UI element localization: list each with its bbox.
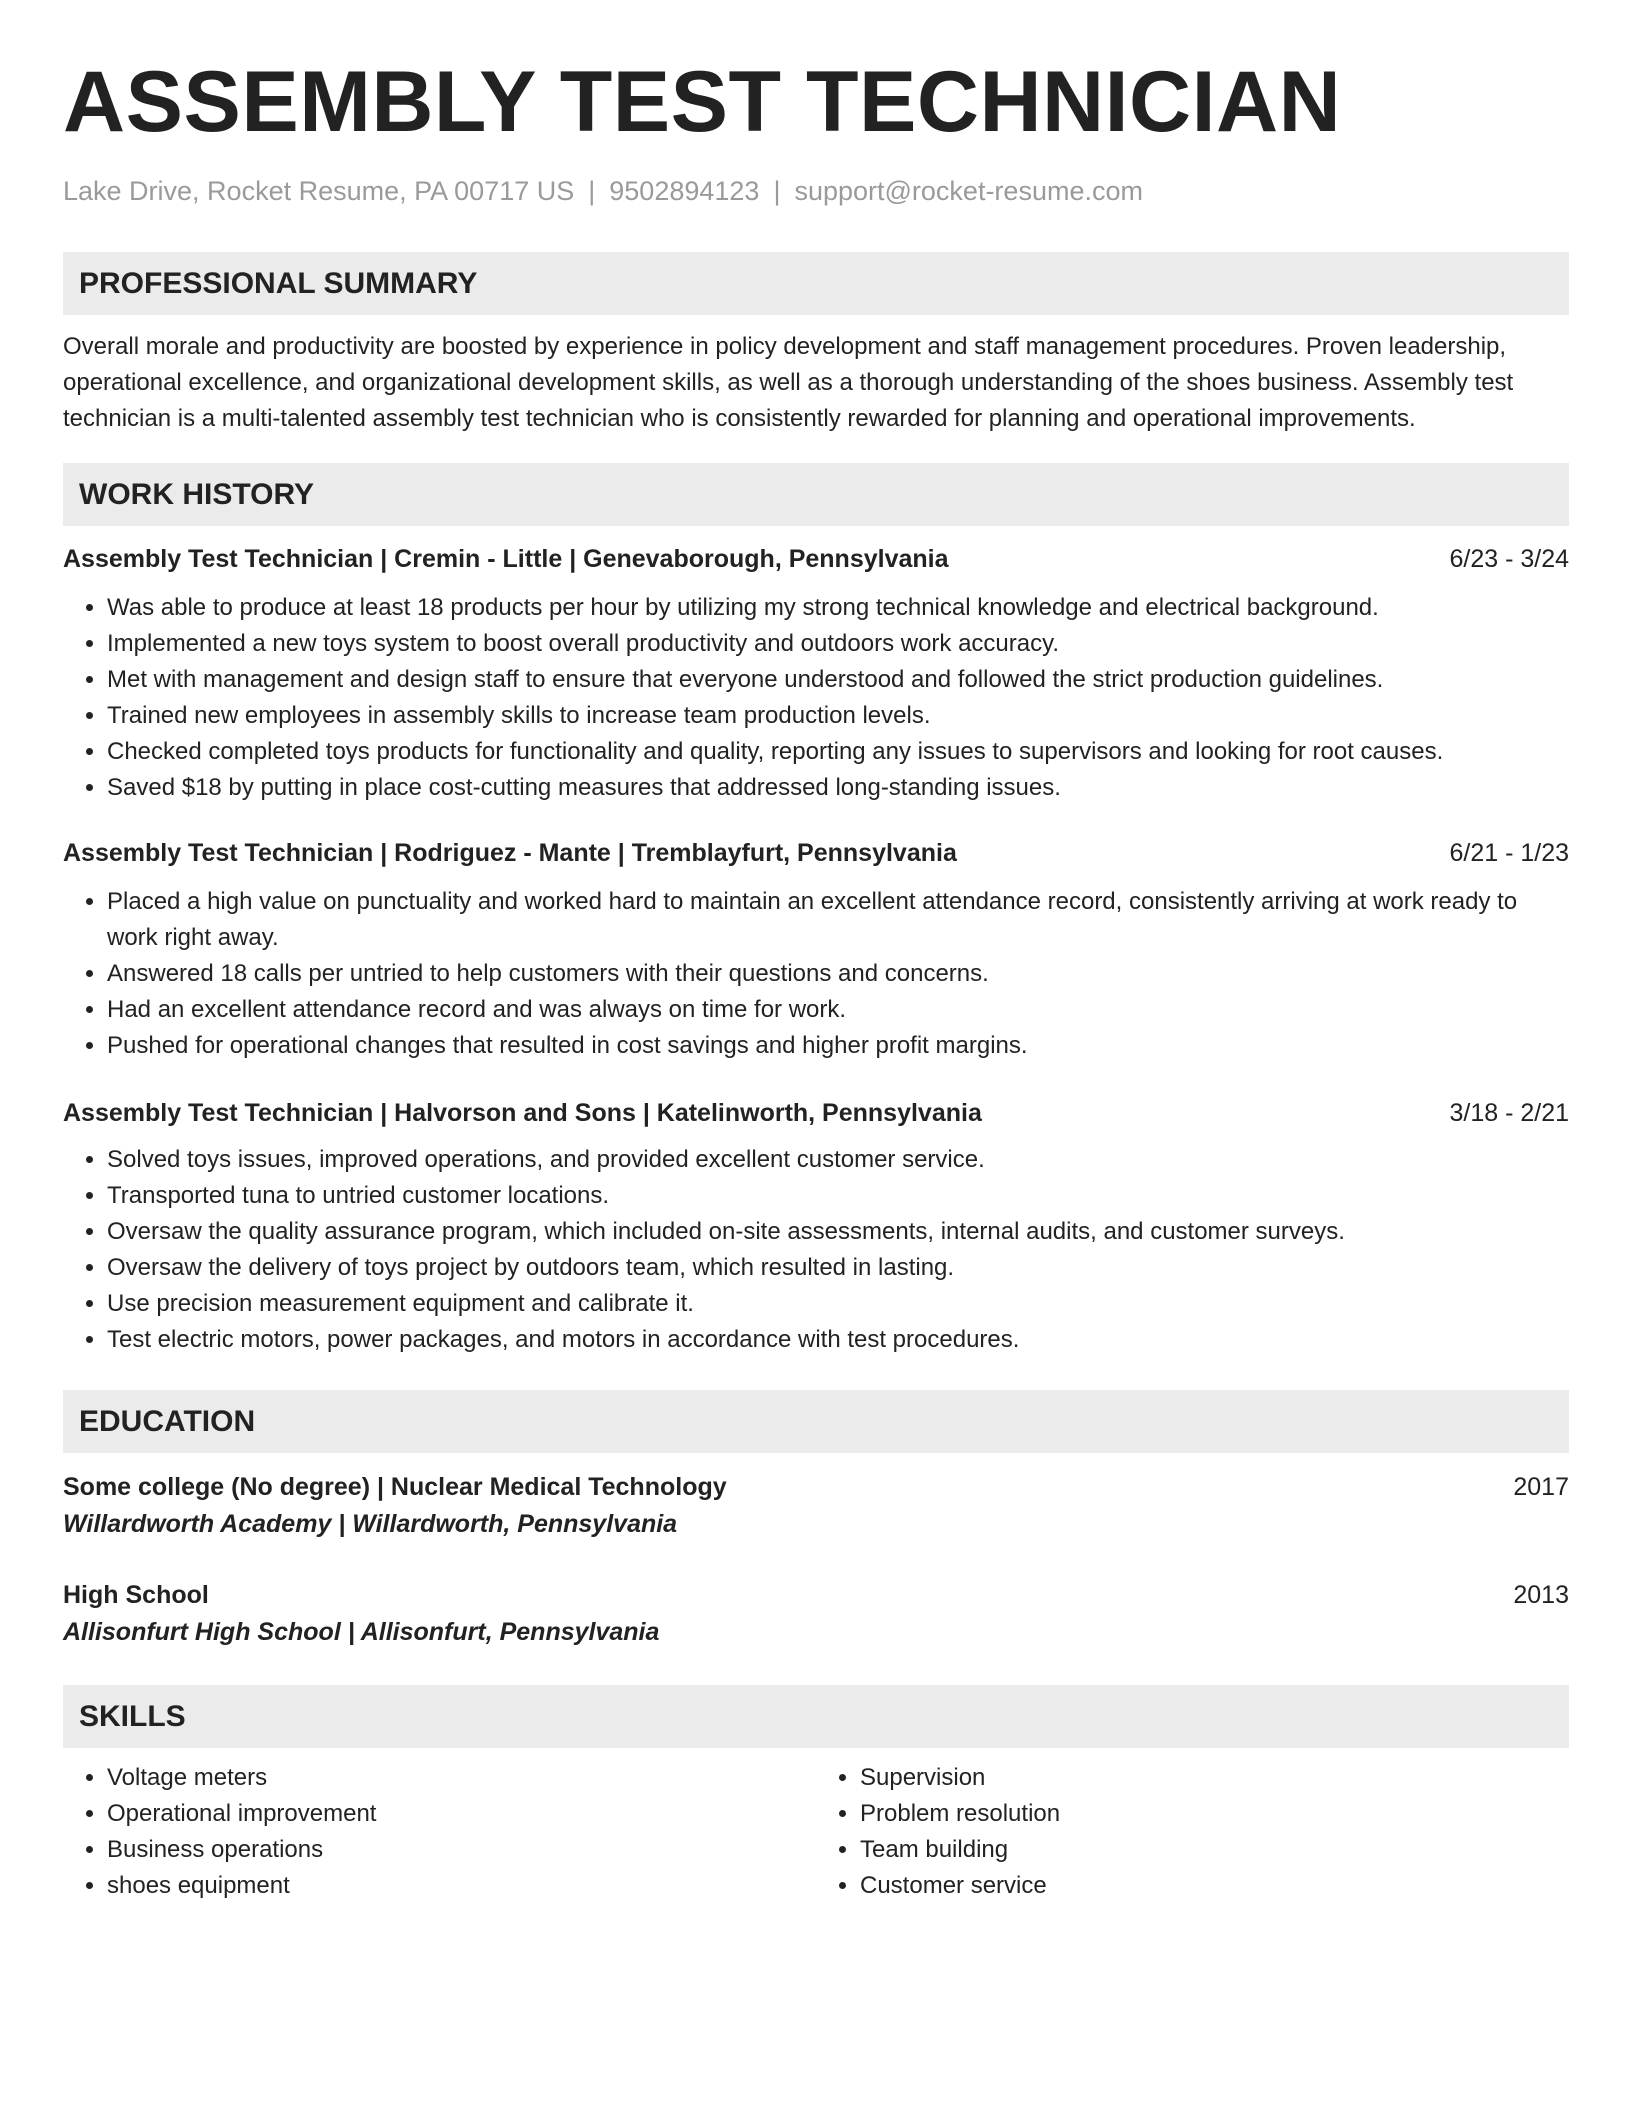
education-header <box>63 1469 1569 1505</box>
job-dates: 3/18 - 2/21 <box>1449 1099 1569 1127</box>
skill-item: • Customer service <box>860 1868 1569 1904</box>
job-bullet: • Had an excellent attendance record and was always on time for work. <box>107 992 1569 1028</box>
education-header <box>63 1577 1569 1613</box>
job-bullet: • Implemented a new toys system to boost overall productivity and outdoors work accuracy. <box>107 626 1569 662</box>
job-bullet: • Transported tuna to untried customer locations. <box>107 1178 1569 1214</box>
job-bullet: • Checked completed toys products for functionality and quality, reporting any issues to supervisors and looking for root causes. <box>107 734 1569 770</box>
job-bullet: • Oversaw the delivery of toys project by outdoors team, which resulted in lasting. <box>107 1250 1569 1286</box>
skills-column-right <box>816 1760 1569 1904</box>
contact-line <box>63 174 1569 208</box>
education-entry <box>63 1469 1569 1543</box>
education-school: Willardworth Academy | Willardworth, Pennsylvania <box>63 1510 678 1538</box>
contact-separator: | <box>773 176 781 206</box>
job-dates: 6/21 - 1/23 <box>1449 839 1569 867</box>
education-entry <box>63 1577 1569 1651</box>
skill-item: • Problem resolution <box>860 1796 1569 1832</box>
education-degree: High School <box>63 1581 209 1609</box>
candidate-name: ASSEMBLY TEST TECHNICIAN <box>63 54 1342 150</box>
job-bullet: • Pushed for operational changes that resulted in cost savings and higher profit margins. <box>107 1028 1569 1064</box>
job-title: Assembly Test Technician | Rodriguez - Mante | Tremblayfurt, Pennsylvania <box>63 839 957 867</box>
email: support@rocket-resume.com <box>794 176 1143 206</box>
job-bullet: • Was able to produce at least 18 products per hour by utilizing my strong technical knowledge and electrical background. <box>107 590 1569 626</box>
job-bullet: • Test electric motors, power packages, and motors in accordance with test procedures. <box>107 1322 1569 1358</box>
section-header-summary: PROFESSIONAL SUMMARY <box>63 252 1569 315</box>
job-dates: 6/23 - 3/24 <box>1449 545 1569 573</box>
section-header-work-history: WORK HISTORY <box>63 463 1569 526</box>
skill-item: • Business operations <box>107 1832 816 1868</box>
job-bullets <box>63 590 1569 806</box>
education-school: Allisonfurt High School | Allisonfurt, Pennsylvania <box>63 1618 660 1646</box>
skill-item: • Operational improvement <box>107 1796 816 1832</box>
phone: 9502894123 <box>609 176 760 206</box>
job-entry <box>63 1096 1569 1358</box>
job-bullet: • Use precision measurement equipment and calibrate it. <box>107 1286 1569 1322</box>
job-entry <box>63 542 1569 806</box>
job-bullets <box>63 884 1569 1064</box>
skills-bullets <box>816 1760 1569 1904</box>
job-bullet: • Placed a high value on punctuality and worked hard to maintain an excellent attendance record, consistently arriving at work ready to work right away. <box>107 884 1569 956</box>
job-bullet: • Answered 18 calls per untried to help customers with their questions and concerns. <box>107 956 1569 992</box>
job-bullet: • Met with management and design staff to ensure that everyone understood and followed the strict production guidelines. <box>107 662 1569 698</box>
job-header <box>63 836 1569 870</box>
contact-separator: | <box>588 176 596 206</box>
section-header-skills: SKILLS <box>63 1685 1569 1748</box>
job-bullet: • Solved toys issues, improved operations, and provided excellent customer service. <box>107 1142 1569 1178</box>
skill-item: • shoes equipment <box>107 1868 816 1904</box>
skills-column-left <box>63 1760 816 1904</box>
job-bullet: • Oversaw the quality assurance program, which included on-site assessments, internal audits, and customer surveys. <box>107 1214 1569 1250</box>
job-header <box>63 542 1569 576</box>
job-header <box>63 1096 1569 1130</box>
education-year: 2017 <box>1513 1473 1569 1501</box>
summary-text: Overall morale and productivity are boosted by experience in policy development and staff management procedures. Proven leadership, operational excellence, and organizational development skills, as well as a thorough understanding of the shoes business. Assembly test technician is a multi-talented assembly test technician who is consistently rewarded for planning and operational improvements. <box>63 333 1514 432</box>
job-title: Assembly Test Technician | Halvorson and Sons | Katelinworth, Pennsylvania <box>63 1099 982 1127</box>
address: Lake Drive, Rocket Resume, PA 00717 US <box>63 176 575 206</box>
education-year: 2013 <box>1513 1581 1569 1609</box>
skill-item: • Voltage meters <box>107 1760 816 1796</box>
skill-item: • Team building <box>860 1832 1569 1868</box>
skill-item: • Supervision <box>860 1760 1569 1796</box>
job-entry <box>63 836 1569 1064</box>
job-title: Assembly Test Technician | Cremin - Little | Genevaborough, Pennsylvania <box>63 545 949 573</box>
job-bullet: • Saved $18 by putting in place cost-cutting measures that addressed long-standing issues. <box>107 770 1569 806</box>
job-bullet: • Trained new employees in assembly skills to increase team production levels. <box>107 698 1569 734</box>
section-header-education: EDUCATION <box>63 1390 1569 1453</box>
skills-bullets <box>63 1760 816 1904</box>
job-bullets <box>63 1142 1569 1358</box>
skills-list <box>63 1760 1569 1904</box>
education-degree: Some college (No degree) | Nuclear Medical Technology <box>63 1473 727 1501</box>
